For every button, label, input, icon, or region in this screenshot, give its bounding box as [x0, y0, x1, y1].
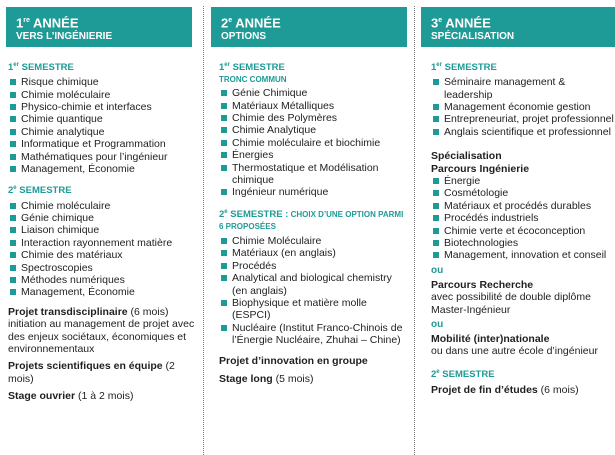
y1-semester-2-list [8, 200, 196, 299]
y1-project-transdisciplinaire: Projet transdisciplinaire (6 mois) initiation au management de projet avec des enjeux sociétaux, économiques et environnementaux [8, 305, 195, 356]
y2-stage-long: Stage long (5 mois) [219, 373, 314, 386]
list-item: Génie Chimique [219, 87, 407, 99]
y3-semester-1-heading: 1er SEMESTRE [431, 62, 497, 74]
list-item: Chimie moléculaire [8, 200, 196, 212]
list-item: Anglais scientifique et professionnel [431, 126, 615, 138]
list-item: Informatique et Programmation [8, 138, 196, 150]
list-item: Liaison chimique [8, 224, 196, 236]
y3-projet-fin-etudes: Projet de fin d’études (6 mois) [431, 384, 579, 397]
y3-semester-2-heading: 2e SEMESTRE [431, 368, 495, 381]
list-item: Matériaux (en anglais) [219, 247, 407, 259]
list-item: Énergie [431, 175, 615, 187]
list-item: Matériaux et procédés durables [431, 200, 615, 212]
list-item: Chimie moléculaire et biochimie [219, 137, 407, 149]
y3-parcours-recherche: Parcours Recherche [431, 278, 534, 291]
list-item: Entrepreneuriat, projet professionnel [431, 113, 615, 125]
list-item: Physico-chimie et interfaces [8, 101, 196, 113]
list-item: Génie chimique [8, 212, 196, 224]
list-item: Thermostatique et Modélisation chimique [219, 162, 407, 187]
y3-specialisation-title: Spécialisation [431, 150, 502, 163]
list-item: Biotechnologies [431, 237, 615, 249]
list-item: Risque chimique [8, 76, 196, 88]
y3-mobilite: Mobilité (inter)nationale [431, 333, 550, 346]
list-item: Management économie gestion [431, 101, 615, 113]
list-item: Chimie Analytique [219, 124, 407, 136]
y3-recherche-text: avec possibilité de double diplôme Master-Ingénieur [431, 291, 591, 316]
y2-semester-2-heading: 2e SEMESTRE : CHOIX D’UNE OPTION PARMI 6 PROPOSÉES [219, 208, 404, 231]
list-item: Chimie verte et écoconception [431, 225, 615, 237]
year-2-header [211, 7, 407, 47]
column-divider [414, 6, 415, 455]
year-1-sup: re [23, 17, 30, 24]
list-item: Matériaux Métalliques [219, 100, 407, 112]
column-year-1 [0, 0, 196, 403]
year-3-number: 3 [431, 15, 439, 31]
column-year-2 [211, 0, 407, 385]
year-1-title: ANNÉE [29, 15, 79, 31]
year-2-number: 2 [221, 15, 229, 31]
list-item: Interaction rayonnement matière [8, 237, 196, 249]
y3-ou-2: ou [431, 319, 444, 331]
list-item: Mathématiques pour l’ingénieur [8, 151, 196, 163]
year-1-header [6, 7, 192, 47]
year-2-title: ANNÉE [232, 15, 281, 31]
y1-project-scientifique: Projets scientifiques en équipe (2 mois) [8, 360, 175, 385]
list-item: Procédés [219, 260, 407, 272]
y2-tronc-commun: TRONC COMMUN [219, 75, 287, 85]
y3-ou-1: ou [431, 264, 444, 276]
column-divider [203, 6, 204, 455]
list-item: Analytical and biological chemistry (en anglais) [219, 272, 407, 297]
list-item: Énergies [219, 149, 407, 161]
year-2-subtitle: OPTIONS [221, 31, 267, 43]
y3-semester-1-list [431, 76, 615, 138]
y1-semester-2-heading: 2e SEMESTRE [8, 185, 72, 197]
list-item: Nucléaire (Institut Franco-Chinois de l’Énergie Nucléaire, Zhuhai – Chine) [219, 322, 407, 347]
list-item: Chimie quantique [8, 113, 196, 125]
list-item: Chimie Moléculaire [219, 235, 407, 247]
year-2-sup: e [228, 17, 233, 24]
list-item: Méthodes numériques [8, 274, 196, 286]
list-item: Chimie des Polymères [219, 112, 407, 124]
y3-parcours-ingenierie: Parcours Ingénierie [431, 162, 530, 175]
year-1-number: 1 [16, 15, 24, 31]
list-item: Management, Économie [8, 286, 196, 298]
list-item: Chimie des matériaux [8, 249, 196, 261]
list-item: Spectroscopies [8, 262, 196, 274]
y3-specialisation-list [431, 175, 615, 262]
list-item: Chimie analytique [8, 126, 196, 138]
list-item: Management, Économie [8, 163, 196, 175]
year-3-subtitle: SPÉCIALISATION [431, 31, 515, 43]
year-3-header [421, 7, 615, 47]
y1-semester-1-heading: 1er SEMESTRE [8, 62, 74, 74]
list-item: Biophysique et matière molle (ESPCI) [219, 297, 407, 322]
y1-stage-ouvrier: Stage ouvrier (1 à 2 mois) [8, 390, 134, 403]
list-item: Ingénieur numérique [219, 186, 407, 198]
y2-projet-innovation: Projet d’innovation en groupe [219, 354, 368, 367]
year-1-subtitle: VERS L’INGÉNIERIE [16, 31, 113, 43]
list-item: Séminaire management & leadership [431, 76, 615, 101]
y2-semester-2-list [219, 235, 407, 347]
year-3-title: ANNÉE [442, 15, 491, 31]
y3-mobilite-text: ou dans une autre école d’ingénieur [431, 345, 598, 358]
list-item: Management, innovation et conseil [431, 249, 615, 261]
year-3-sup: e [438, 17, 443, 24]
y1-semester-1-list [8, 76, 196, 175]
column-year-3 [421, 0, 615, 396]
list-item: Cosmétologie [431, 187, 615, 199]
y2-semester-1-list [219, 87, 407, 199]
list-item: Chimie moléculaire [8, 89, 196, 101]
list-item: Procédés industriels [431, 212, 615, 224]
y2-semester-1-heading: 1er SEMESTRE [219, 62, 285, 74]
